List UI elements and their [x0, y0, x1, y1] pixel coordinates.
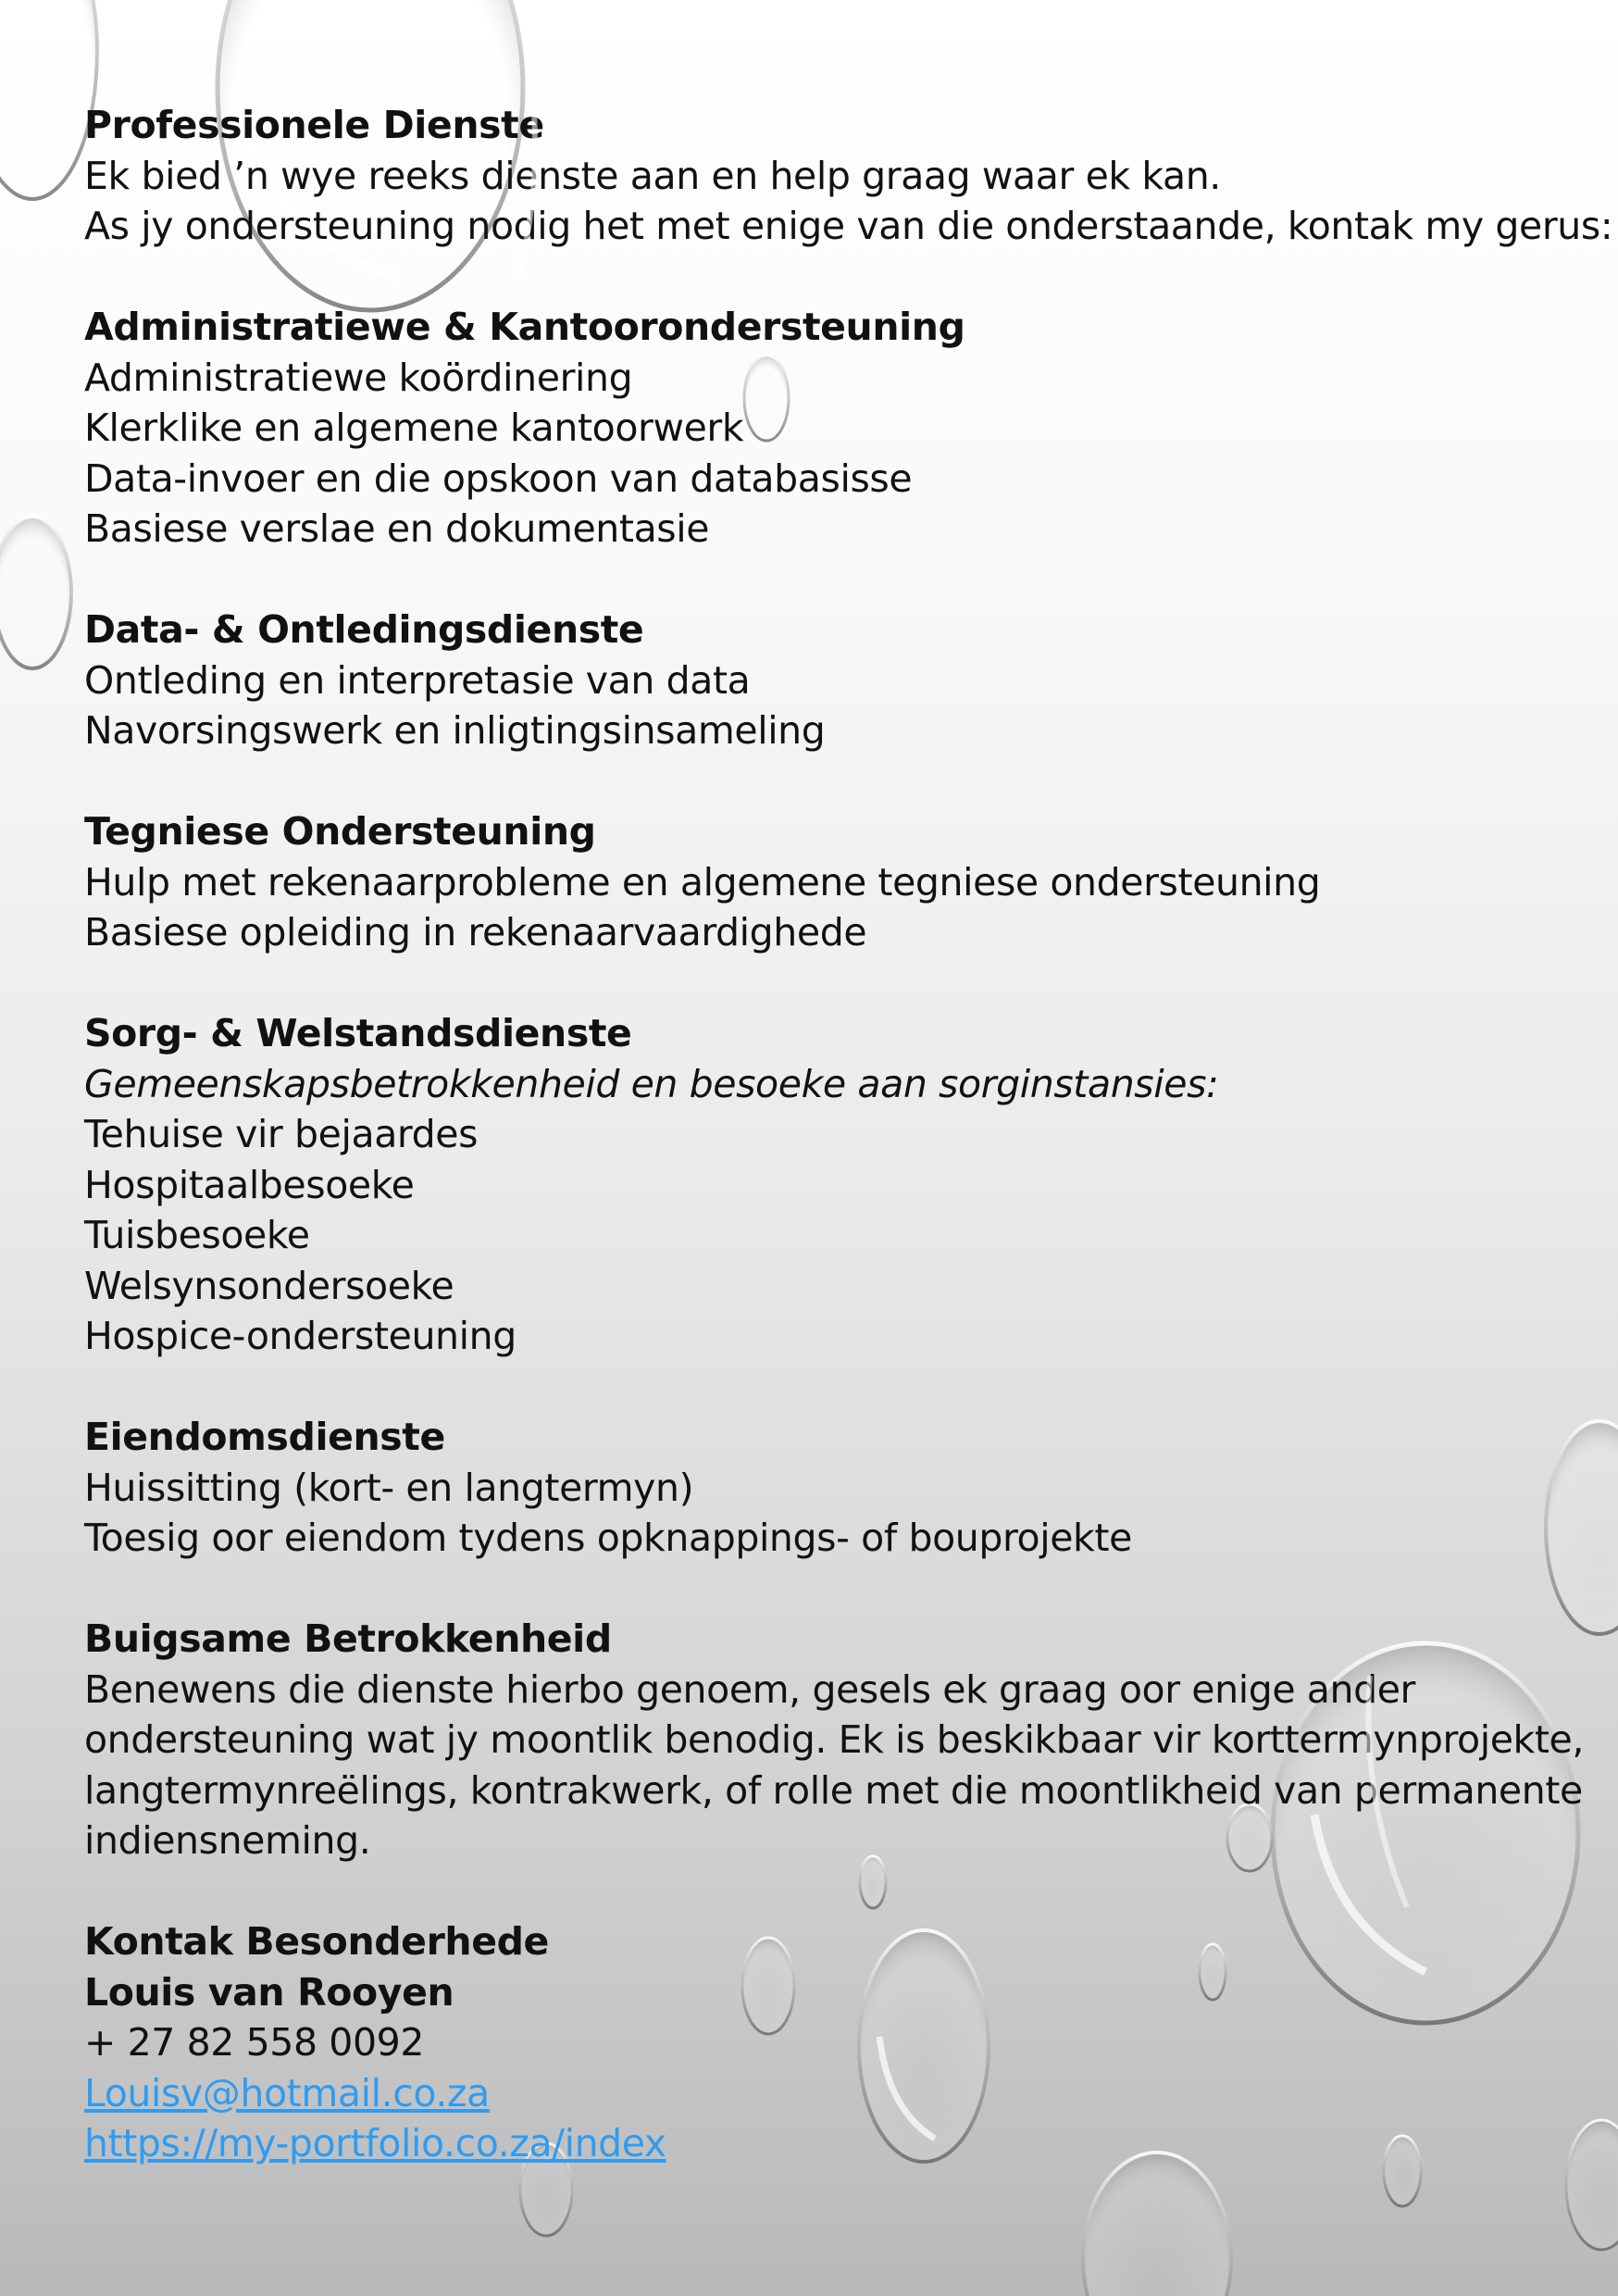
contact-phone: + 27 82 558 0092 — [84, 2020, 425, 2065]
intro-line: Ek bied ’n wye reeks dienste aan en help graag waar ek kan. — [84, 153, 1221, 198]
section-data-services — [84, 605, 1602, 756]
section-title: Buigsame Betrokkenheid — [84, 1616, 612, 1661]
list-item: Huissitting (kort- en langtermyn) — [84, 1465, 694, 1510]
paragraph-line: indiensneming. — [84, 1818, 371, 1863]
section-property — [84, 1412, 1602, 1564]
intro-line: As jy ondersteuning nodig het met enige van die onderstaande, kontak my gerus: — [84, 204, 1613, 248]
section-contact — [84, 1916, 1602, 2169]
water-drop — [0, 0, 97, 199]
section-subtitle: Gemeenskapsbetrokkenheid en besoeke aan sorginstansies: — [84, 1061, 1219, 1106]
section-title: Sorg- & Welstandsdienste — [84, 1011, 632, 1055]
list-item: Klerklike en algemene kantoorwerk — [84, 406, 744, 450]
water-drop — [1083, 2152, 1231, 2296]
section-care — [84, 1008, 1602, 1362]
water-drop — [0, 517, 71, 668]
services-document — [84, 100, 1613, 2169]
contact-name: Louis van Rooyen — [84, 1969, 454, 2015]
list-item: Basiese verslae en dokumentasie — [84, 506, 710, 551]
section-title: Professionele Dienste — [84, 103, 544, 147]
list-item: Hulp met rekenaarprobleme en algemene tegniese ondersteuning — [84, 859, 1321, 905]
paragraph-line: langtermynreëlings, kontrakwerk, of rolle met die moontlikheid van permanente — [84, 1767, 1583, 1813]
paragraph-line: Benewens die dienste hierbo genoem, gesels ek graag oor enige ander — [84, 1666, 1416, 1712]
list-item: Ontleding en interpretasie van data — [84, 657, 751, 703]
list-item: Tuisbesoeke — [84, 1213, 310, 1257]
list-item: Data-invoer en die opskoon van databasisse — [84, 455, 913, 501]
section-technical — [84, 806, 1602, 958]
section-title: Tegniese Ondersteuning — [84, 809, 596, 854]
list-item: Basiese opleiding in rekenaarvaardighede — [84, 910, 867, 955]
list-item: Hospitaalbesoeke — [84, 1162, 415, 1207]
section-title: Data- & Ontledingsdienste — [84, 607, 644, 652]
section-flexible — [84, 1614, 1602, 1866]
list-item: Toesig oor eiendom tydens opknappings- of bouprojekte — [84, 1516, 1132, 1560]
list-item: Welsynsondersoeke — [84, 1263, 454, 1308]
section-title: Eiendomsdienste — [84, 1415, 445, 1459]
list-item: Hospice-ondersteuning — [84, 1314, 517, 1358]
website-link[interactable]: https://my-portfolio.co.za/index — [84, 2121, 666, 2165]
list-item: Tehuise vir bejaardes — [84, 1112, 479, 1156]
section-professional-services — [84, 100, 1613, 252]
paragraph-line: ondersteuning wat jy moontlik benodig. Ek is beskikbaar vir korttermynprojekte, — [84, 1717, 1584, 1762]
list-item: Administratiewe koördinering — [84, 355, 633, 400]
section-title: Kontak Besonderhede — [84, 1919, 549, 1964]
section-title: Administratiewe & Kantoorondersteuning — [84, 305, 965, 349]
section-admin — [84, 302, 1602, 555]
list-item: Navorsingswerk en inligtingsinsameling — [84, 708, 826, 753]
email-link[interactable]: Louisv@hotmail.co.za — [84, 2070, 490, 2115]
